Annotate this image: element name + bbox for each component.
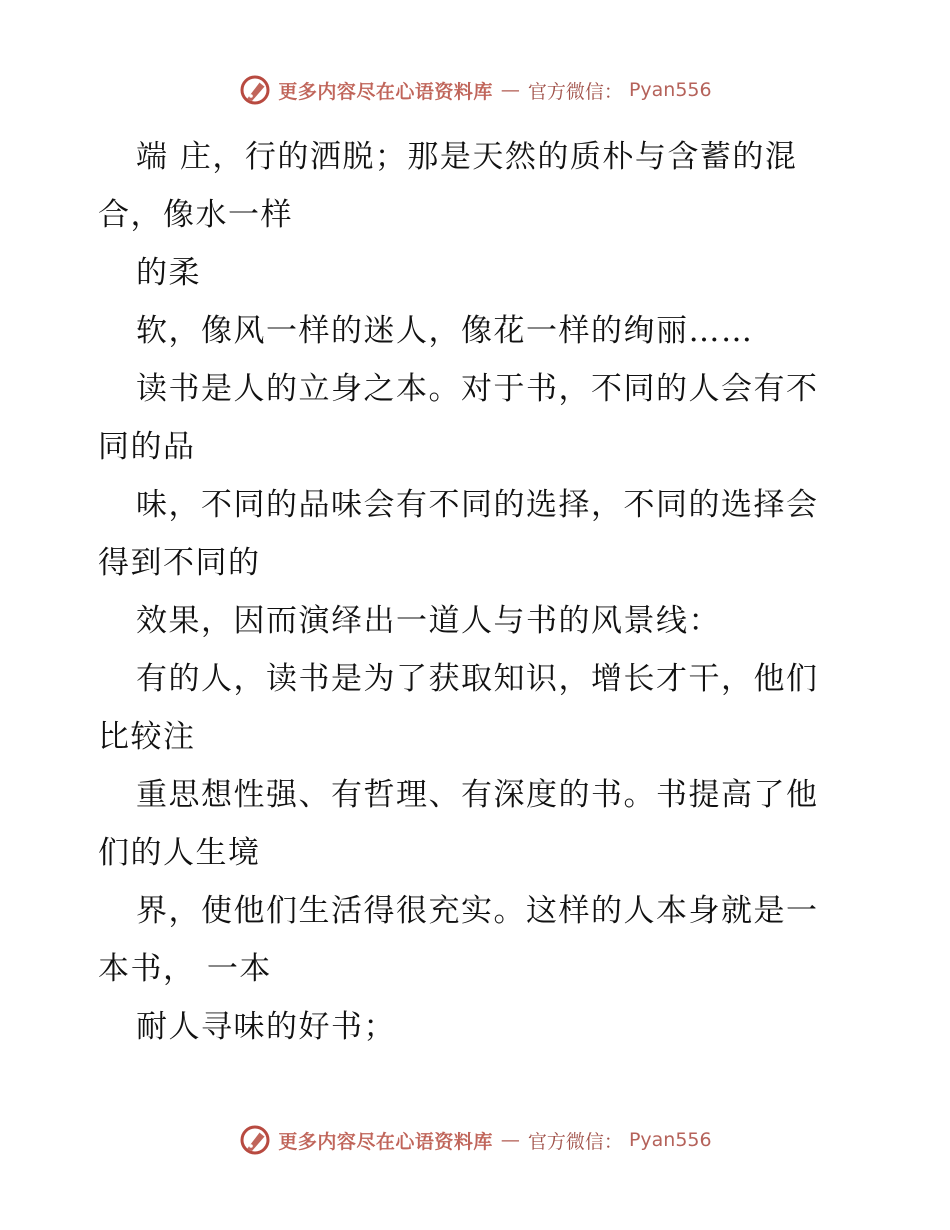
text-line: 们的人生境 [98,835,261,871]
text-line: 效果，因而演绎出一道人与书的风景线： [136,603,721,639]
wechat-label: 官方微信： [527,80,623,103]
pen-nib-circle-icon [238,1123,272,1157]
text-line: 有的人，读书是为了获取知识，增长才干，他们 [136,661,819,697]
text-line: 界，使他们生活得很充实。这样的人本身就是一 [136,893,819,929]
text-line: 软，像风一样的迷人，像花一样的绚丽…… [136,313,754,349]
text-line: 重思想性强、有哲理、有深度的书。书提高了他 [136,777,819,813]
header-banner [0,70,950,110]
wechat-id: Pyan556 [628,79,712,101]
dash-separator: — [500,1129,520,1151]
document-body [98,128,858,1056]
text-line: 耐人寻味的好书； [136,1009,396,1045]
site-text: 更多内容尽在心语资料库 [278,1130,493,1153]
site-text: 更多内容尽在心语资料库 [278,80,493,103]
wechat-label: 官方微信： [527,1130,623,1153]
text-line: 端 庄，行的洒脱；那是天然的质朴与含蓄的混 [136,139,798,175]
text-line: 本书， 一本 [98,951,272,987]
dash-separator: — [500,79,520,101]
text-line: 同的品 [98,429,196,465]
wechat-id: Pyan556 [628,1129,712,1151]
pen-nib-circle-icon [238,73,272,107]
text-line: 读书是人的立身之本。对于书，不同的人会有不 [136,371,819,407]
text-line: 得到不同的 [98,545,261,581]
text-line: 比较注 [98,719,196,755]
text-line: 味，不同的品味会有不同的选择，不同的选择会 [136,487,819,523]
footer-banner [0,1120,950,1160]
text-line: 合，像水一样 [98,197,293,233]
text-line: 的柔 [136,255,201,291]
